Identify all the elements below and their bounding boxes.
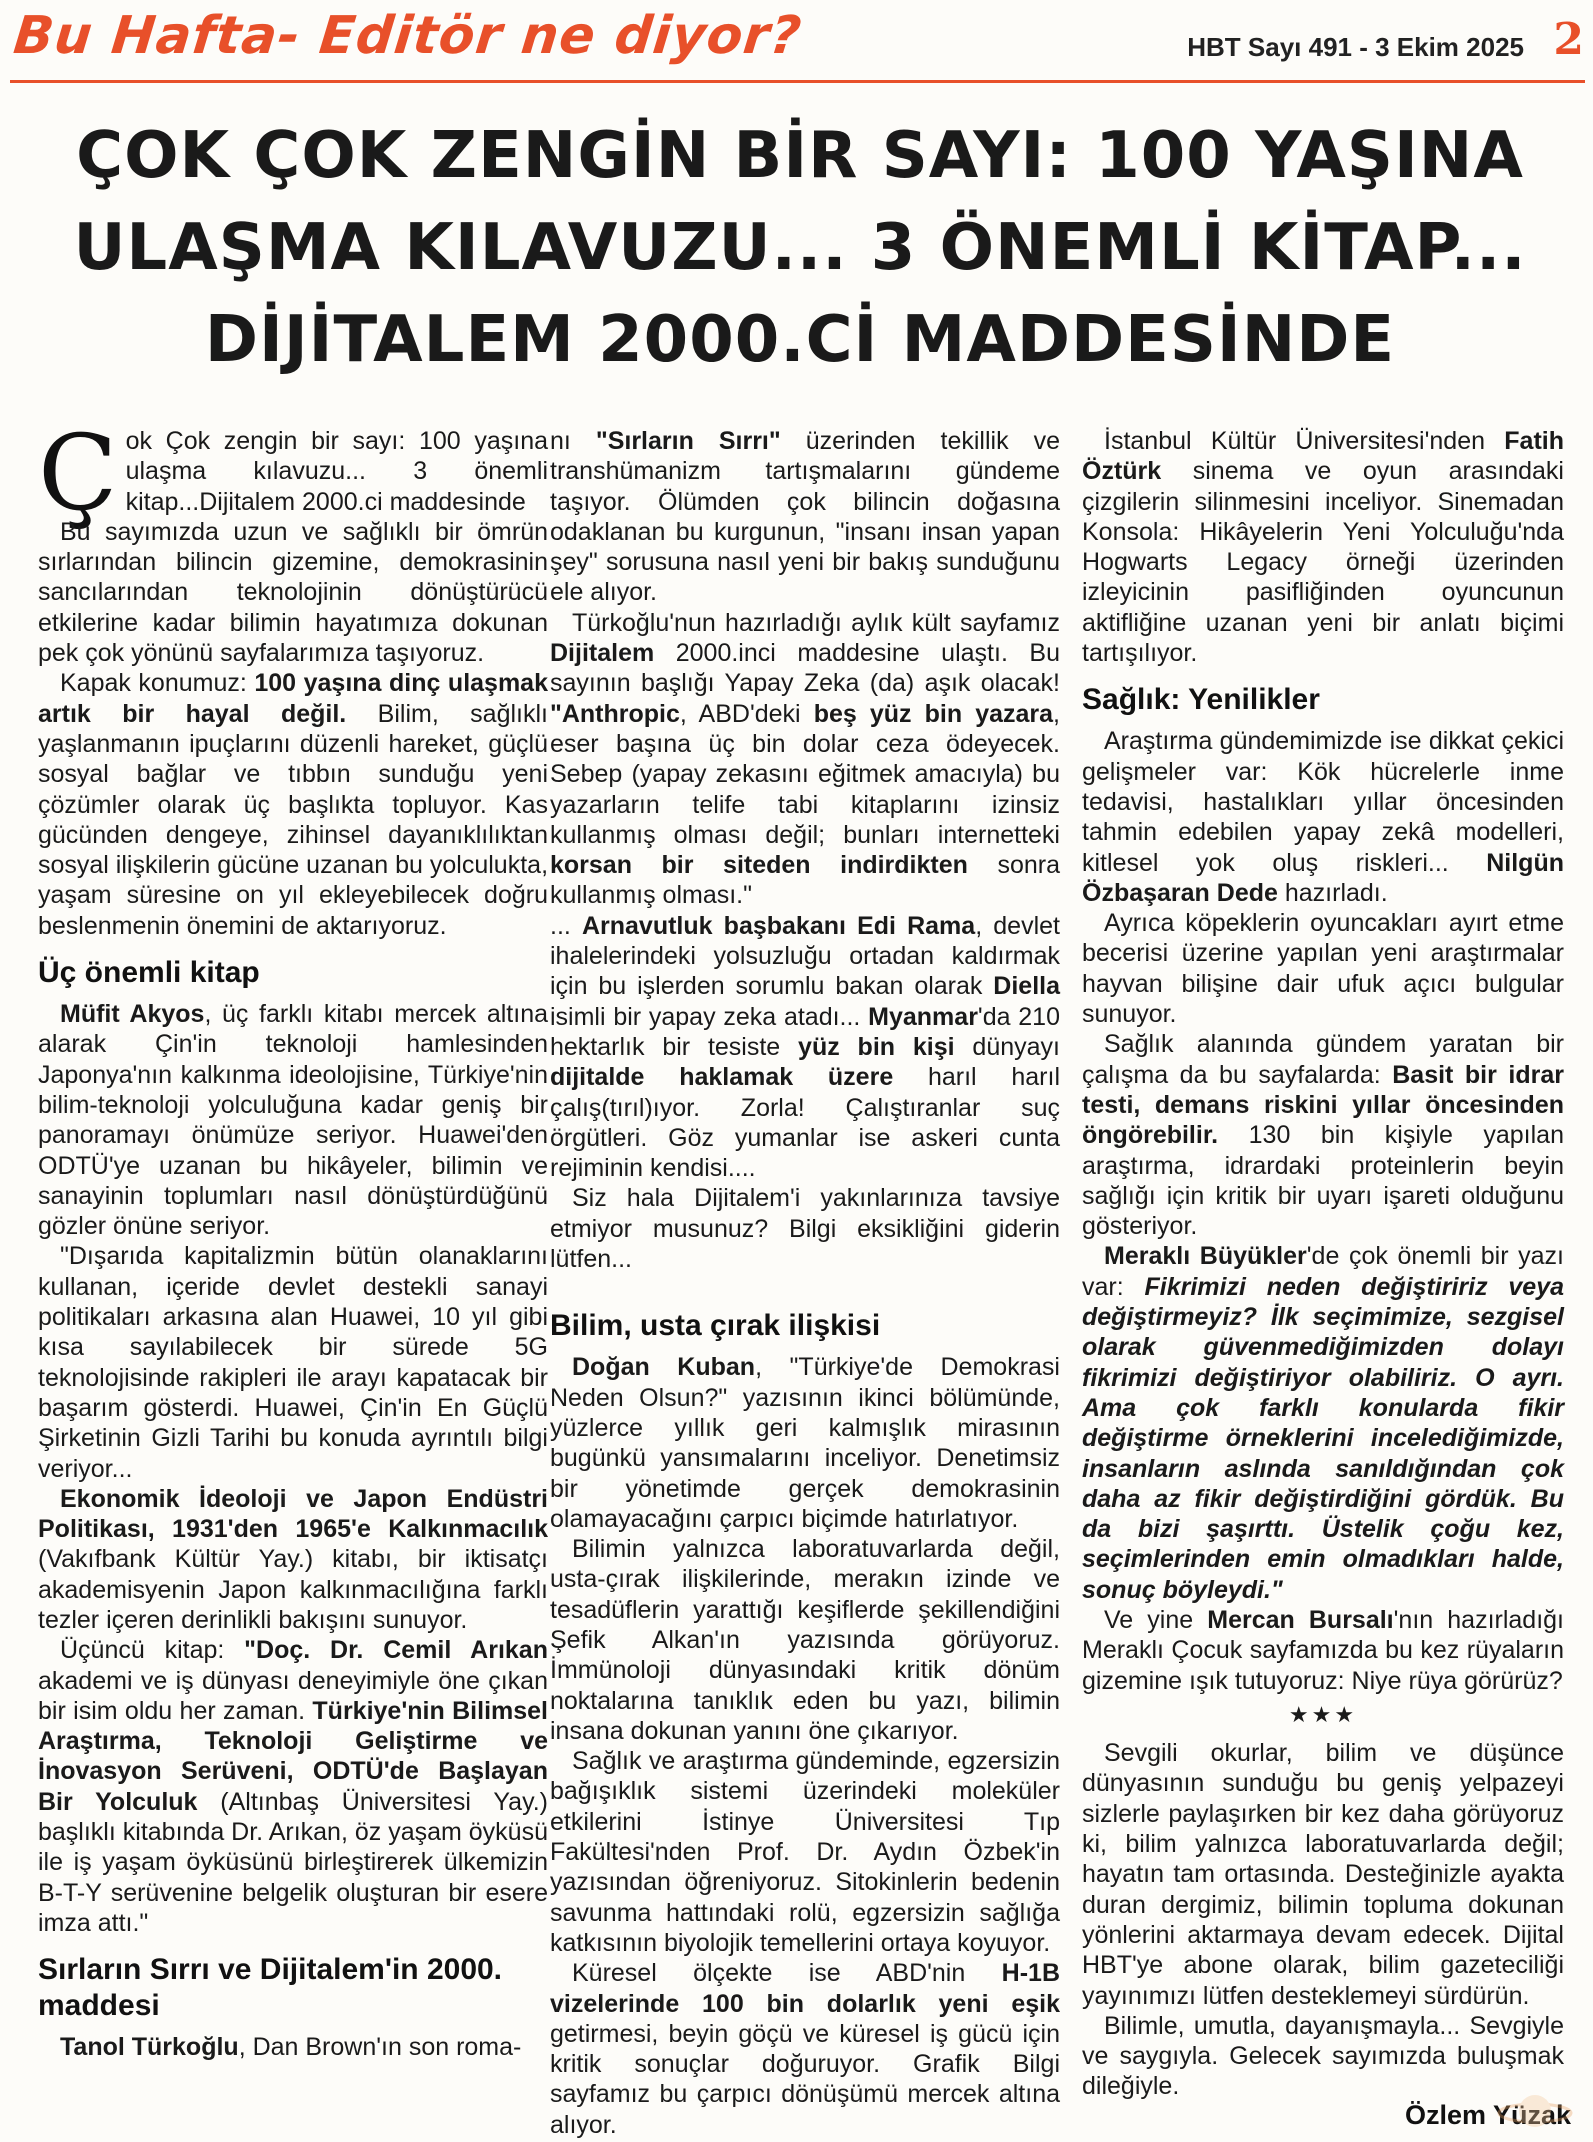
section-title: Bu Hafta- Editör ne diyor? xyxy=(10,6,805,66)
masthead xyxy=(10,6,1584,76)
paragraph: "Dışarıda kapitalizmin bütün olanaklarını kullanan, içeride devlet destekli sanayi politikaları arkasına alan Huawei, 10 yıl gibi kısa sayılabilecek bir sürede 5G teknolojisinde rakipleri ile arayı kapatacak bir başarım gösterdi. Huawei, Çin'in En Güçlü Şirketinin Gizli Tarihi bu konuda ayrıntılı bilgi veriyor... xyxy=(38,1242,548,1483)
paragraph: nı "Sırların Sırrı" üzerinden tekillik ve transhümanizm tartışmalarını gündeme taşıyor. Ölümden çok bilincin doğasına odaklanan bu kurgunun, "insanı insan yapan şey" sorusuna nasıl yeni bir bakış sunduğunu ele alıyor. xyxy=(550,427,1060,607)
paragraph: Sağlık ve araştırma gündeminde, egzersizin bağışıklık sistemi üzerindeki moleküler etkilerini İstinye Üniversitesi Tıp Fakültesi'nden Prof. Dr. Aydın Özbek'in yazısından öğreniyoruz. Sitokinlerin bedenin savunma hattındaki rolü, egzersizin sağlığa katkısının biyolojik temellerini ortaya koyuyor. xyxy=(550,1747,1060,1957)
section-separator-stars: ★★★ xyxy=(1288,1701,1358,1727)
paragraph: Üçüncü kitap: "Doç. Dr. Cemil Arıkan akademi ve iş dünyası deneyimiyle öne çıkan bir isim oldu her zaman. Türkiye'nin Bilimsel Araştırma, Teknoloji Geliştirme ve İnovasyon Serüveni, ODTÜ'de Başlayan Bir Yolculuk (Altınbaş Üniversitesi Yay.) başlıklı kitabında Dr. Arıkan, öz yaşam öyküsü ile iş yaşam öyküsünü birleştirerek ülkemizin B-T-Y serüvenine belgelik oluşturan bir esere imza attı." xyxy=(38,1636,549,1937)
subheading-secret: Sırların Sırrı ve Dijitalem'in 2000. maddesi xyxy=(38,1953,503,2023)
headline-line-1: ÇOK ÇOK ZENGİN BİR SAYI: 100 YAŞINA xyxy=(76,119,1524,193)
page-number: 2 xyxy=(1553,14,1584,65)
paragraph: Tanol Türkoğlu, Dan Brown'ın son roma- xyxy=(60,2033,522,2062)
paragraph: Kapak konumuz: 100 yaşına dinç ulaşmak artık bir hayal değil. Bilim, sağlıklı yaşlanmanın ipuçlarını düzenli hareket, güçlü sosyal bağlar ve tıbbın sunduğu yeni çözümler olarak üç başlıkta topluyor. Kas gücünden dengeye, zihinsel dayanıklılıktan sosyal ilişkilerin gücüne uzanan bu yolculukta, yaşam süresine on yıl ekleyebilecek doğru beslenmenin önemini de aktarıyoruz. xyxy=(38,669,549,940)
subheading-master-apprentice: Bilim, usta çırak ilişkisi xyxy=(550,1309,881,1343)
subheading-health: Sağlık: Yenilikler xyxy=(1082,683,1320,717)
headline-line-3: DİJİTALEM 2000.Cİ MADDESİNDE xyxy=(204,303,1396,377)
paragraph: Meraklı Büyükler'de çok önemli bir yazı var: Fikrimizi neden değiştiririz veya değiştirmeyiz? İlk seçimimize, sezgisel olarak güvenmediğimizden dolayı fikrimizi değiştiriyor olabiliriz. O ayrı. Ama çok farklı konularda fikir değiştirme örneklerini incelediğimizde, insanların aslında sanıldığından çok daha az fikir değiştirdiğini gördük. Bu da bizi şaşırttı. Üstelik çoğu kez, seçimlerinden emin olmadıkları halde, sonuç böyleydi." xyxy=(1082,1242,1565,1604)
paragraph: Araştırma gündemimizde ise dikkat çekici gelişmeler var: Kök hücrelerle inme tedavisi, hastalıkları yıllar öncesinden tahmin edebilen yapay zekâ modelleri, kitlesel yok oluş riskleri... Nilgün Özbaşaran Dede hazırladı. xyxy=(1082,727,1564,907)
drop-cap: Ç xyxy=(38,412,118,534)
paragraph: Doğan Kuban, "Türkiye'de Demokrasi Neden Olsun?" yazısının ikinci bölümünde, yüzlerce yıllık geri kalmışlık mirasının bugünkü yansımalarını inceliyor. Denetimsiz bir yönetimde gerçek demokrasinin olamayacağını çarpıcı biçimde hatırlatıyor. xyxy=(550,1353,1060,1533)
subheading-books: Üç önemli kitap xyxy=(38,956,260,990)
paragraph: İstanbul Kültür Üniversitesi'nden Fatih Öztürk sinema ve oyun arasındaki çizgilerin silinmesini inceliyor. Sinemadan Konsola: Hikâyelerin Yeni Yolculuğu'nda Hogwarts Legacy örneği üzerinden izleyicinin pasifliğinden oyuncunun aktifliğine uzanan yeni bir anlatı biçimi tartışılıyor. xyxy=(1082,427,1564,668)
paragraph: Bu sayımızda uzun ve sağlıklı bir ömrün sırlarından bilincin gizemine, demokrasinin sancılarından teknolojinin dönüştürücü etkilerine kadar bilimin hayatımıza dokunan pek çok yönünü sayfalarımıza taşıyoruz. xyxy=(38,517,548,668)
header-divider xyxy=(10,80,1585,83)
paragraph: Bilimin yalnızca laboratuvarlarda değil, usta-çırak ilişkilerinde, merakın izinde ve tesadüflerin yarattığı keşiflerde şekillendiğini Şefik Alkan'ın yazısında görüyoruz. İmmünoloji dünyasındaki kritik dönüm noktalarına tanıklık eden bu yazı, bilimin insana dokunan yanını öne çıkarıyor. xyxy=(550,1535,1060,1745)
paragraph: Ayrıca köpeklerin oyuncakları ayırt etme becerisi üzerine yapılan yeni araştırmalar hayvan bilişine dair ufuk açıcı bulgular sunuyor. xyxy=(1082,909,1564,1029)
paragraph: ... Arnavutluk başbakanı Edi Rama, devlet ihalelerindeki yolsuzluğu ortadan kaldırmak için bu işlerden sorumlu bakan olarak Diella isimli bir yapay zeka atadı... Myanmar'da 210 hektarlık bir tesiste yüz bin kişi dünyayı dijitalde haklamak üzere harıl harıl çalış(tırıl)ıyor. Zorla! Çalıştıranlar suç örgütleri. Göz yumanlar ise askeri cunta rejiminin kendisi.... xyxy=(550,911,1060,1183)
paragraph: Ekonomik İdeoloji ve Japon Endüstri Politikası, 1931'den 1965'e Kalkınmacılık (Vakıfbank Kültür Yay.) kitabı, bir iktisatçı akademisyenin Japon kalkınmacılığına farklı tezler içeren derinlikli bakışını sunuyor. xyxy=(38,1484,548,1634)
paragraph: Sevgili okurlar, bilim ve düşünce dünyasının sunduğu bu geniş yelpazeyi sizlerle paylaşırken bir kez daha görüyoruz ki, bilim yalnızca laboratuvarlarda değil; hayatın tam ortasında. Desteğinizle ayakta duran dergimiz, bilimin topluma dokunan yönlerini aktarmaya devam edecek. Dijital HBT'ye abone olarak, bilim gazeteciliği yayınımızı lütfen desteklemeyi sürdürün. xyxy=(1082,1739,1564,2010)
paragraph: Müfit Akyos, üç farklı kitabı mercek altına alarak Çin'in teknoloji hamlesinden Japonya'nın kalkınma ideolojisine, Türkiye'nin bilim-teknoloji yolculuğuna kadar geniş bir panoramayı önümüze seriyor. Huawei'den ODTÜ'ye uzanan bu hikâyeler, bilimin ve sanayinin toplumları nasıl dönüştürdüğünü gözler önüne seriyor. xyxy=(38,1000,548,1241)
paragraph: Ve yine Mercan Bursalı'nın hazırladığı Meraklı Çocuk sayfamızda bu kez rüyaların gizemine ışık tutuyoruz: Niye rüya görürüz? xyxy=(1082,1605,1564,1695)
column-3 xyxy=(1082,426,1564,2102)
column-1 xyxy=(38,412,549,2063)
intro-paragraph: Çok Çok zengin bir sayı: 100 yaşına ulaşma kılavuzu... 3 önemli kitap...Dijitalem 2000.ci maddesinde xyxy=(38,412,548,534)
paragraph: Küresel ölçekte ise ABD'nin H-1B vizelerinde 100 bin dolarlık yeni eşik getirmesi, beyin göçü ve küresel iş gücü için kritik sonuçlar doğuruyor. Grafik Bilgi sayfamız bu çarpıcı dönüşümü mercek altına alıyor. xyxy=(550,1959,1060,2139)
issue-info: HBT Sayı 491 - 3 Ekim 2025 xyxy=(1187,32,1524,62)
paragraph: Türkoğlu'nun hazırladığı aylık kült sayfamız Dijitalem 2000.inci maddesine ulaştı. Bu sayının başlığı Yapay Zeka (da) aşık olacak! "Anthropic, ABD'deki beş yüz bin yazara, eser başına üç bin dolar ceza ödeyecek. Sebep (yapay zekasını eğitmek amacıyla) bu yazarların telife tabi kitaplarını izinsiz kullanmış olması değil; bunları internetteki korsan bir siteden indirdikten sonra kullanmış olması." xyxy=(550,608,1060,910)
paragraph: Siz hala Dijitalem'i yakınlarınıza tavsiye etmiyor musunuz? Bilgi eksikliğini giderin lütfen... xyxy=(550,1184,1060,1274)
column-2 xyxy=(550,426,1060,2140)
paragraph: Bilimle, umutla, dayanışmayla... Sevgiyle ve saygıyla. Gelecek sayımızda buluşmak dileğiyle. xyxy=(1082,2011,1564,2101)
headline xyxy=(30,110,1570,386)
headline-line-2: ULAŞMA KILAVUZU... 3 ÖNEMLİ KİTAP... xyxy=(73,211,1527,285)
author-signature: Özlem Yüzak xyxy=(1405,2100,1572,2130)
paragraph: Sağlık alanında gündem yaratan bir çalışma da bu sayfalarda: Basit bir idrar testi, demans riskini yıllar öncesinden öngörebilir. 130 bin kişiyle yapılan araştırma, idrardaki proteinlerin beyin sağlığı için kritik bir uyarı işareti olduğunu gösteriyor. xyxy=(1082,1030,1564,1241)
planet-watermark-icon xyxy=(1495,2085,1575,2137)
